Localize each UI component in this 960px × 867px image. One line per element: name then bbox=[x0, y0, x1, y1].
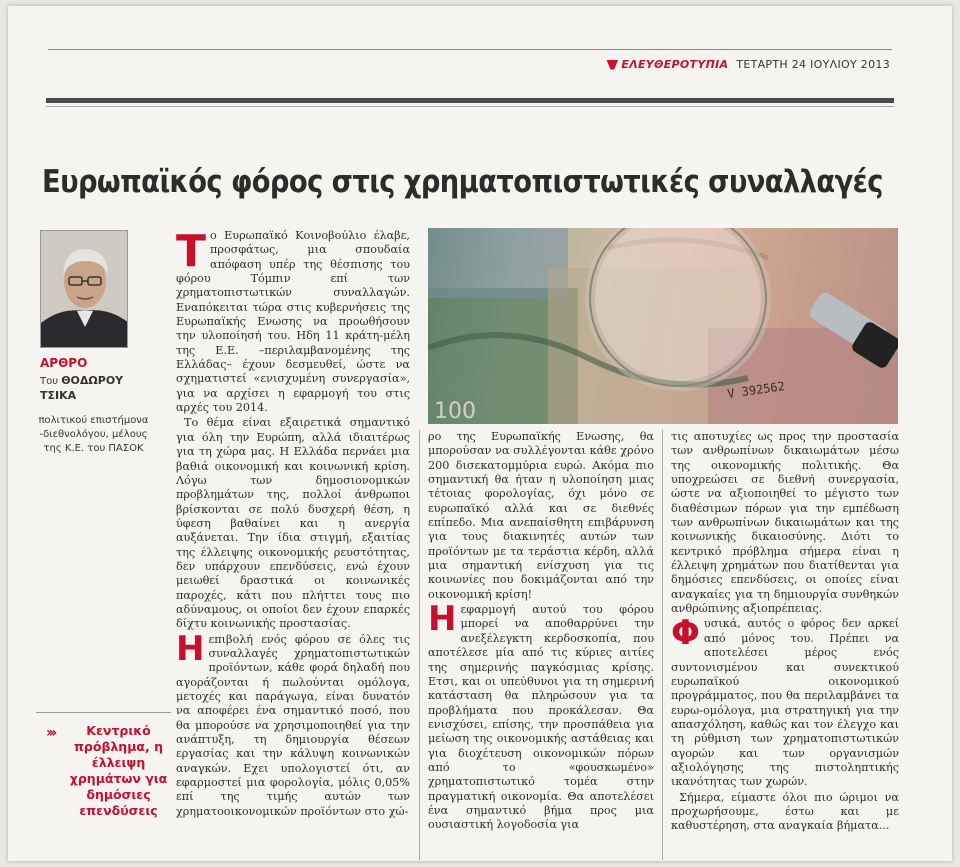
paragraph-1-text: ο Ευρωπαϊκό Κοινοβούλιο έλαβε, προσφάτως, μια σπουδαία απόφαση υπέρ της θέσπισης του φόρου Τόμπιν επί των χρηματοπιστωτικών συναλλαγών. Εναπόκειται τώρα στις κυβερνήσεις της Ευρωπαϊκής Ενωσης να προωθήσουν την υλοποίησή του. Ηδη 11 κράτη-μέλη της Ε.Ε. –περιλαμβανομένης της Ελλάδας– έχουν δεσμευθεί, ώστε να σχηματιστεί «ενισχυμένη συνεργασία», για να αρχίσει η εφαρμογή του στις αρχές του 2014. bbox=[176, 229, 410, 415]
paragraph-7 bbox=[671, 613, 899, 789]
author-first-name: ΘΟΔΩΡΟΥ bbox=[61, 374, 124, 387]
author-last-name: ΤΣΙΚΑ bbox=[40, 389, 77, 402]
column-2 bbox=[428, 430, 654, 834]
author-photo bbox=[40, 230, 128, 348]
headline: Ευρωπαϊκός φόρος στις χρηματοπιστωτικές συναλλαγές bbox=[42, 164, 883, 200]
section-rule bbox=[46, 98, 894, 103]
column-3 bbox=[671, 430, 899, 835]
brand-logo bbox=[606, 58, 728, 71]
pull-quote-text: Κεντρικό πρόβλημα, η έλλειψη χρημάτων για δημόσιες επενδύσεις bbox=[69, 723, 168, 818]
dropcap: Τ bbox=[176, 226, 207, 277]
byline-prefix: Του bbox=[40, 376, 59, 387]
column-1 bbox=[176, 226, 410, 820]
paragraph-4: ρο της Ευρωπαϊκής Ενωσης, θα μπορούσαν να συλλέγονται κάθε χρόνο 200 δισεκατομμύρια ευρώ. Ακόμα πιο σημαντική θα ήταν η υλοποίηση μιας τέτοιας φορολογίας, όχι μόνο σε ευρωπαϊκό αλλά και σε διεθνές επίπεδο. Μια ανεπαίσθητη επιβάρυνση για τους διακινητές αυτών των προϊόντων με τα τεράστια κέρδη, αλλά μια σημαντική ενίσχυση για τις κοινωνίες που δοκιμάζονται από την οικονομική κρίση! bbox=[428, 430, 654, 601]
paragraph-7-text: υσικά, αυτός ο φόρος δεν αρκεί από μόνος του. Πρέπει να αποτελέσει μέρος ενός συντονισμένου και συνεκτικού ευρωπαϊκού οικονομικού προγράμματος, που θα περιλαμβάνει τα ευρω-ομόλογα, μια στρατηγική για την απασχόληση, καθώς και τον έλεγχο και τη ρύθμιση των χρηματοπιστωτικών αγορών και των οργανισμών αξιολόγησης της πιστοληπτικής ικανότητας των χωρών. bbox=[671, 617, 899, 789]
top-rule bbox=[48, 49, 892, 50]
author-description: πολιτικού επιστήμονα -διεθνολόγου, μέλους της Κ.Ε. του ΠΑΣΟΚ bbox=[38, 415, 149, 454]
paragraph-5-text: εφαρμογή αυτού του φόρου μπορεί να αποθαρρύνει την ανεξέλεγκτη κερδοσκοπία, που αποτέλεσε μία από τις κύριες αιτίες της σημερινής παγκόσμιας κρίσης. Ετσι, και οι υπεύθυνοι για τη σημερινή κατάσταση θα πληρώσουν για τα προβλήματα που προκάλεσαν. Θα ενισχύσει, επίσης, την προσπάθεια για μείωση της οικονομικής αστάθειας και για διοχέτευση οικονομικών πόρων από το «φουσκωμένο» χρηματοπιστωτικό τομέα στην πραγματική οικονομία. Θα αποτελέσει ένα σημαντικό βήμα προς μια ουσιαστική λογοδοσία για bbox=[428, 603, 654, 832]
issue-date: ΤΕΤΑΡΤΗ 24 ΙΟΥΛΙΟΥ 2013 bbox=[736, 58, 890, 71]
article-photo bbox=[428, 228, 898, 424]
quote-chevron-icon: ››› bbox=[46, 725, 55, 741]
dropcap: Φ bbox=[671, 613, 700, 654]
brand-name: ΕΛΕΥΘΕΡΟΤΥΠΙΑ bbox=[621, 58, 729, 71]
article-type-label: ΑΡΘΡΟ bbox=[40, 356, 88, 370]
paragraph-3-text: επιβολή ενός φόρου σε όλες τις συναλλαγές χρηματοπιστωτικών προϊόντων, κάθε φορά δηλαδή που αγοράζονται ή πωλούνται ομόλογα, μετοχές και παράγωγα, είναι δυνατόν να αποφέρει ένα σημαντικό ποσό, που θα μπορούσε να χρησιμοποιηθεί για την ανάπτυξη, τη δημιουργία θέσεων εργασίας και την κάλυψη κοινωνικών αναγκών. Εχει υπολογιστεί ότι, αν εφαρμοστεί μια φορολογία, μόλις 0,05% επί της τιμής αυτών των χρηματοοικονομικών προϊόντων στο χώ- bbox=[176, 632, 410, 818]
column-divider bbox=[662, 430, 663, 860]
paragraph-1 bbox=[176, 226, 410, 415]
paragraph-3 bbox=[176, 628, 410, 819]
author-byline bbox=[40, 374, 150, 404]
svg-text:V 392562: V 392562 bbox=[726, 379, 786, 401]
brand-mark-icon bbox=[606, 60, 618, 70]
paragraph-6: τις αποτυχίες ως προς την προστασία των ανθρωπίνων δικαιωμάτων μέσω της οικονομικής πολιτικής. Θα υποχρεώσει σε διεθνή συνεργασία, ώστε να αξιοποιηθεί το μέγιστο των διαθέσιμων πόρων για την εμπέδωση των ανθρωπίνων δικαιωμάτων και της κοινωνικής δικαιοσύνης. Διότι το κεντρικό πρόβλημα σήμερα είναι η έλλειψη χρημάτων που διατίθενται για δημόσιες επενδύσεις, οι οποίες είναι αναγκαίες για τη δημιουργία συνθηκών ανθρώπινης αξιοπρέπειας. bbox=[671, 430, 899, 616]
section-rule-thin bbox=[46, 106, 894, 107]
dropcap: Η bbox=[428, 599, 457, 640]
svg-text:100: 100 bbox=[434, 399, 476, 424]
newspaper-page bbox=[8, 6, 952, 861]
pull-quote bbox=[36, 712, 171, 819]
column-divider bbox=[419, 430, 420, 860]
paragraph-5 bbox=[428, 599, 654, 833]
masthead bbox=[606, 58, 890, 71]
paragraph-8: Σήμερα, είμαστε όλοι πιο ώριμοι να προχωρήσουμε, έστω και με καθυστέρηση, στα αναγκαία βήματα... bbox=[671, 790, 899, 833]
paragraph-2: Το θέμα είναι εξαιρετικά σημαντικό για όλη την Ευρώπη, αλλά ιδιαιτέρως για τη χώρα μας. Η Ελλάδα περνάει μια βαθιά οικονομική και κοινωνική κρίση. Λόγω των δημοσιονομικών προβλημάτων της, πολλοί άνθρωποι βρίσκονται σε πολύ δυσχερή θέση, η ύφεση βαθαίνει και η ανεργία αυξάνεται. Την ίδια στιγμή, εξαιτίας της έλλειψης οικονομικής ρευστότητας, δεν υπάρχουν επενδύσεις, ενώ έχουν μειωθεί δραστικά οι κοινωνικές παροχές, κάτι που πλήττει τους πιο αδύναμους, οι οποίοι δεν έχουν επαρκές δίχτυ κοινωνικής προστασίας. bbox=[176, 416, 410, 631]
dropcap: Η bbox=[176, 628, 205, 669]
